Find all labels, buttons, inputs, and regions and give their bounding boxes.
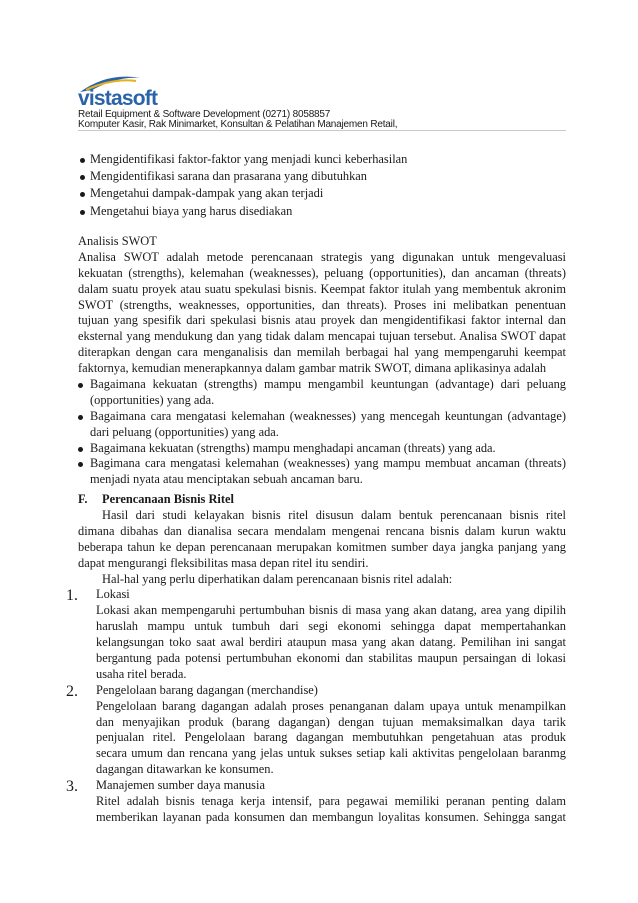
logo-text: vistasoft xyxy=(78,87,158,108)
numbered-item: 1. Lokasi Lokasi akan mempengaruhi pertumbuhan bisnis di masa yang akan datang, area yang dipilih haruslah mampu untuk tumbuh dari segi ekonomi sehingga dapat mempertahankan kelangsungan toko saat awal berdiri ataupun masa yang akan datang. Pemilihan ini sangat bergantung pada potensi pertumbuhan ekonomi dan stabilitas maupun persaingan di lokasi usaha ritel berada. xyxy=(66,587,566,681)
objectives-list xyxy=(78,151,566,220)
numbered-item: 3. Manajemen sumber daya manusia Ritel adalah bisnis tenaga kerja intensif, para pegawai memiliki peranan penting dalam memberikan layanan pada konsumen dan membangun loyalitas konsumen. Sehingga sangat xyxy=(66,778,566,824)
list-item: Bagaimana cara mengatasi kelemahan (weaknesses) yang mencegah keuntungan (advantage) dari peluang (opportunities) yang ada. xyxy=(78,409,566,441)
paragraph-line: beberapa tahun ke depan perencanaan merupakan komitmen sumber daya jangka panjang yang xyxy=(78,539,566,554)
bullet-icon xyxy=(80,158,85,163)
list-item: Mengetahui dampak-dampak yang akan terjadi xyxy=(78,185,566,202)
bullet-icon xyxy=(80,175,85,180)
list-item: Mengidentifikasi sarana dan prasarana yang dibutuhkan xyxy=(78,168,566,185)
paragraph-line: tujuan yang spesifik dari spekulasi bisnis atau proyek dan mengidentifikasi faktor internal dan xyxy=(78,313,566,328)
swot-heading: Analisis SWOT xyxy=(78,234,157,248)
swot-section xyxy=(78,234,566,488)
paragraph-line: kekuatan (strengths), kelemahan (weaknesses), peluang (opportunities), dan ancaman (threats) xyxy=(78,265,566,280)
paragraph-line: eksternal yang mendukung dan yang tidak dalam mencapai tujuan tersebut. Analisa SWOT dapat xyxy=(78,329,566,344)
bullet-icon xyxy=(78,447,83,452)
paragraph-line: faktornya, kemudian menerapkannya dalam gambar matrik SWOT, dimana aplikasinya adalah xyxy=(78,361,547,376)
bullet-icon xyxy=(78,415,83,420)
header-line-2: Komputer Kasir, Rak Minimarket, Konsultan & Pelatihan Manajemen Retail, xyxy=(78,119,398,130)
section-title: F. Perencanaan Bisnis Ritel xyxy=(78,492,234,506)
list-item: Bagaimana kekuatan (strengths) mampu mengambil keuntungan (advantage) dari peluang (opportunities) yang ada. xyxy=(78,377,566,409)
bullet-icon xyxy=(80,210,85,215)
section-f xyxy=(66,490,566,826)
header-divider xyxy=(78,130,566,131)
letterhead xyxy=(78,70,566,130)
numbered-item: 2. Pengelolaan barang dagangan (merchandise) Pengelolaan barang dagangan adalah proses penanganan dalam upaya untuk menampilkan dan menyajikan produk (barang dagangan) dengan tujuan memaksimalkan daya tarik penjualan ritel. Pengelolaan barang dagangan membutuhkan pengetahuan atas produk secara umum dan rencana yang jelas untuk sukses setiap kali aktivitas pengelolaan baranmg dagangan ditawarkan ke konsumen. xyxy=(66,682,566,777)
paragraph-line: SWOT (strengths, weaknesses, opportunities, dan threats). Proses ini melibatkan penentuan xyxy=(78,297,566,312)
header-line-1: Retail Equipment & Software Development (0271) 8058857 xyxy=(78,109,331,120)
paragraph-line: dimana dibahas dan dianalisa secara mendalam mengenai rencana bisnis dalam kurun waktu xyxy=(78,523,566,538)
paragraph-line: Hal-hal yang perlu diperhatikan dalam perencanaan bisnis ritel adalah: xyxy=(102,571,453,586)
item-title: Manajemen sumber daya manusia xyxy=(96,778,265,793)
vistasoft-logo xyxy=(78,70,566,108)
paragraph-line: dapat mengurangi fleksibilitas masa depan ritel itu sendiri. xyxy=(78,555,369,570)
bullet-icon xyxy=(78,383,83,388)
item-title: Lokasi xyxy=(96,587,130,602)
item-title: Pengelolaan barang dagangan (merchandise) xyxy=(96,682,318,697)
paragraph-line: Analisa SWOT adalah metode perencanaan strategis yang digunakan untuk mengevaluasi xyxy=(78,249,566,264)
bullet-icon xyxy=(78,462,83,467)
paragraph-line: Hasil dari studi kelayakan bisnis ritel disusun dalam bentuk perencanaan bisnis ritel xyxy=(102,508,566,522)
list-item: Bagimana cara mengatasi kelemahan (weaknesses) yang mampu membuat ancaman (threats) menjadi nyata atau menciptakan sebuah ancaman baru. xyxy=(78,456,566,488)
list-item: Mengidentifikasi faktor-faktor yang menjadi kunci keberhasilan xyxy=(78,151,566,168)
list-item: Bagaimana kekuatan (strengths) mampu menghadapi ancaman (threats) yang ada. xyxy=(78,441,566,457)
paragraph-line: dalam suatu proyek atau suatu spekulasi bisnis. Keempat faktor itulah yang membentuk akronim xyxy=(78,281,566,296)
paragraph-line: diterapkan dengan cara menganalisis dan memilah berbagai hal yang mempengaruhi keempat xyxy=(78,345,566,360)
list-item: Mengetahui biaya yang harus disediakan xyxy=(78,203,566,220)
bullet-icon xyxy=(80,192,85,197)
vistasoft-logo-mark xyxy=(78,70,198,108)
